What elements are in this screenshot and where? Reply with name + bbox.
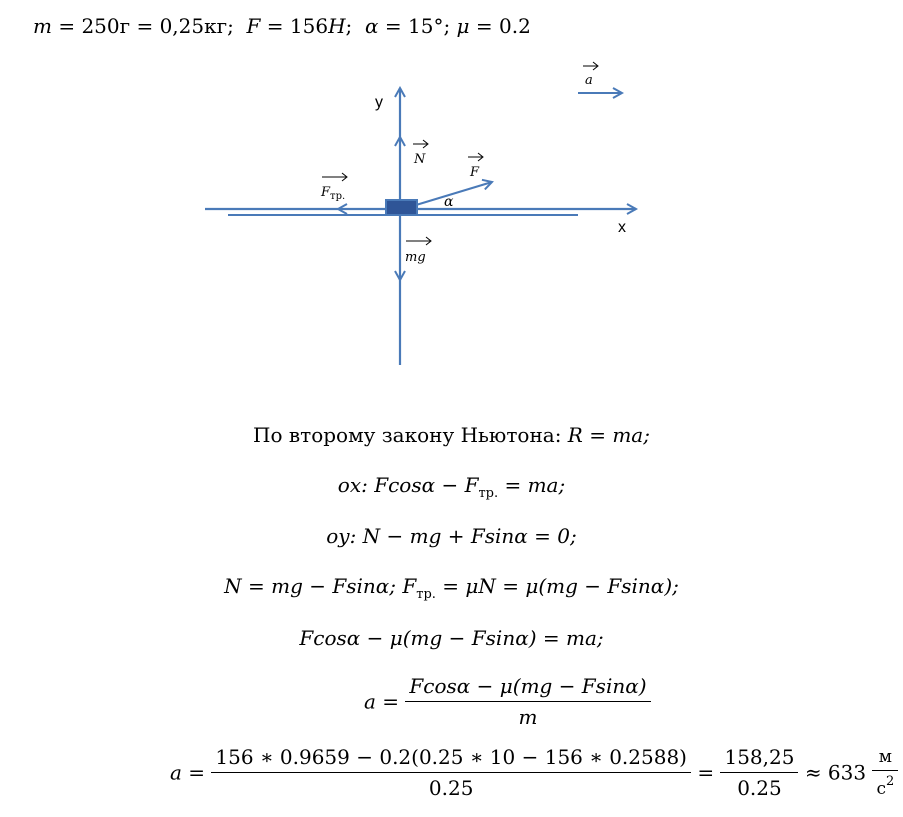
oy-lead: oy [326, 524, 350, 548]
ox-tail: = ma; [498, 473, 566, 497]
angle-label: α [444, 194, 454, 210]
a-denominator: m [405, 701, 650, 729]
force-diagram [0, 0, 903, 380]
ox-equation: : Fcosα − F [361, 473, 479, 497]
unit-numerator: м [878, 746, 892, 767]
Ftr-label [320, 185, 345, 202]
N-overarrow-icon [413, 140, 428, 148]
m-symbol: m [33, 14, 52, 38]
mu-symbol: μ [456, 14, 470, 38]
law-equation: R = ma; [567, 423, 650, 447]
F-symbol: F [246, 14, 261, 38]
combined-equation: Fcosα − μ(mg − Fsinα) = ma; [299, 626, 604, 650]
unit-den-base: с [876, 778, 886, 799]
law-text: По второму закону Ньютона: [253, 423, 568, 447]
calc-denominator-2: 0.25 [720, 772, 798, 800]
approx-value: ≈ 633 [804, 760, 867, 785]
newton-law-line [0, 423, 903, 447]
m-value: = 250г = 0,25кг; [58, 14, 234, 38]
unit-fraction [872, 747, 898, 799]
combined-equation-line [0, 626, 903, 650]
alpha-symbol: α [365, 14, 379, 38]
normal-force-line [0, 574, 903, 602]
ox-lead: ox [337, 473, 362, 497]
calc-fraction-2 [720, 745, 798, 800]
calc-equals: = [697, 760, 715, 785]
oy-equation: : N − mg + Fsinα = 0; [349, 524, 577, 548]
a-lhs: a = [364, 689, 400, 714]
mg-overarrow-icon [406, 237, 431, 245]
mu-value: = 0.2 [475, 14, 531, 38]
Ftr-label-main: F [321, 185, 331, 200]
mg-label: mg [405, 250, 426, 265]
N-label: N [414, 152, 426, 167]
n-equation-part2: = μN = μ(mg − Fsinα); [435, 574, 679, 598]
calc-denominator: 0.25 [211, 772, 691, 800]
F-label: F [470, 165, 480, 180]
calc-fraction [211, 745, 691, 800]
unit-den-power: 2 [886, 773, 895, 789]
given-line: m = 250г = 0,25кг; F = 156H; α = 15°; μ = 0.2 [33, 14, 531, 38]
calculation-line [170, 745, 898, 800]
F-unit: H [328, 14, 346, 38]
a-overarrow-icon [583, 62, 598, 70]
Ftr-overarrow-icon [322, 173, 347, 181]
Ftr-label-sub: тр. [330, 191, 346, 202]
calc-numerator-2: 158,25 [724, 745, 795, 769]
alpha-value: = 15°; [384, 14, 451, 38]
calc-numerator: 156 ∗ 0.9659 − 0.2(0.25 ∗ 10 − 156 ∗ 0.2588) [215, 745, 687, 769]
y-axis-label: y [375, 94, 383, 111]
acceleration-formula [364, 674, 651, 729]
F-overarrow-icon [468, 153, 483, 161]
x-axis-label: x [618, 219, 626, 236]
applied-force-vector [416, 182, 492, 205]
a-label: a [585, 73, 593, 88]
n-subscript: тр. [416, 587, 436, 602]
a-fraction [405, 674, 650, 729]
oy-equation-line [0, 524, 903, 548]
ox-subscript: тр. [478, 486, 499, 501]
a-numerator: Fcosα − μ(mg − Fsinα) [409, 674, 647, 698]
ox-equation-line [0, 473, 903, 501]
block [386, 200, 417, 215]
F-value: = 156 [266, 14, 329, 38]
unit-denominator [872, 770, 898, 799]
n-equation-part1: N = mg − Fsinα; F [224, 574, 417, 598]
calc-lhs: a = [170, 760, 206, 785]
